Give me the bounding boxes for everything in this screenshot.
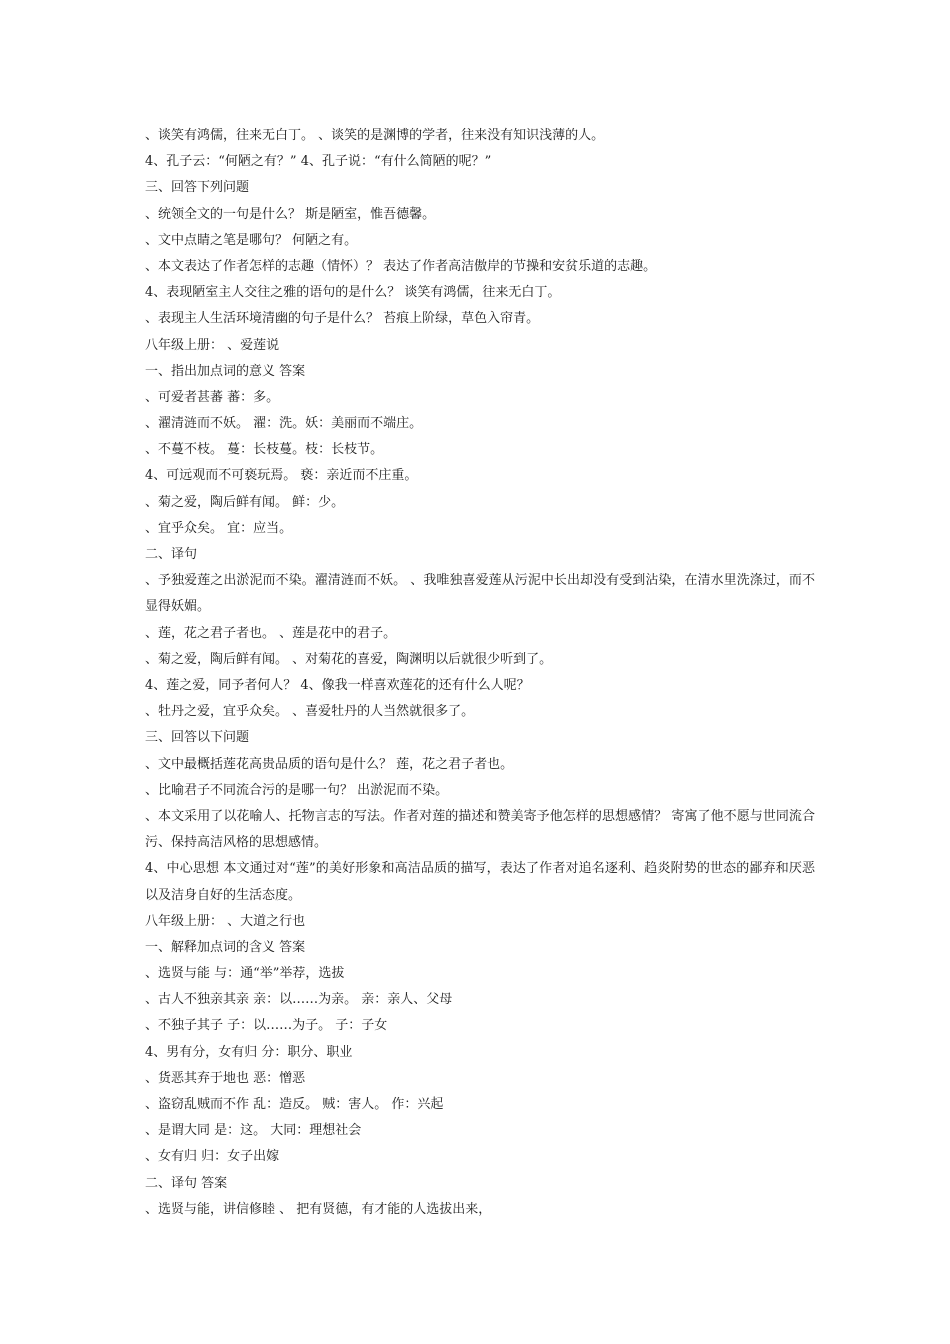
text-line: 、选贤与能 与：通“举”举荐，选拔 <box>145 966 345 982</box>
text-line: 、是谓大同 是：这。 大同：理想社会 <box>145 1123 362 1139</box>
text-line: 、文中最概括莲花高贵品质的语句是什么？ 莲，花之君子者也。 <box>145 756 514 772</box>
text-line: 、选贤与能，讲信修睦 、 把有贤德，有才能的人选拔出来， <box>145 1201 492 1217</box>
text-line: 、统领全文的一句是什么？ 斯是陋室，惟吾德馨。 <box>145 206 436 222</box>
text-line: 4、中心思想 本文通过对“莲”的美好形象和高洁品质的描写，表达了作者对追名逐利、趋炎附势的世态的鄙弃和厌恶以及洁身自好的生活态度。 <box>145 861 815 903</box>
text-line: 二、译句 <box>145 547 198 562</box>
text-line: 、谈笑有鸿儒，往来无白丁。 、谈笑的是渊博的学者，往来没有知识浅薄的人。 <box>145 128 605 143</box>
text-line: 4、男有分，女有归 分：职分、职业 <box>145 1044 353 1060</box>
text-line: 4、孔子云：“何陋之有？” 4、孔子说：“有什么简陋的呢？” <box>145 154 492 170</box>
text-line: 、本文采用了以花喻人、托物言志的写法。作者对莲的描述和赞美寄予他怎样的思想感情？ 寄寓了他不愿与世同流合污、保持高洁风格的思想感情。 <box>145 808 815 851</box>
text-line: 、货恶其弃于地也 恶：憎恶 <box>145 1070 306 1086</box>
text-line: 八年级上册： 、大道之行也 <box>145 913 306 929</box>
document-body <box>145 123 815 1223</box>
text-line: 八年级上册： 、爱莲说 <box>145 337 280 353</box>
text-line: 、女有归 归：女子出嫁 <box>145 1149 280 1165</box>
text-line: 、表现主人生活环境清幽的句子是什么？ 苔痕上阶绿，草色入帘青。 <box>145 311 540 327</box>
text-line: 、比喻君子不同流合污的是哪一句？ 出淤泥而不染。 <box>145 782 449 798</box>
text-line: 、盗窃乱贼而不作 乱：造反。 贼：害人。 作：兴起 <box>145 1097 444 1113</box>
text-line: 三、回答下列问题 <box>145 180 250 196</box>
text-line: 、可爱者甚蕃 蕃：多。 <box>145 389 280 405</box>
text-line: 4、表现陋室主人交往之雅的语句的是什么？ 谈笑有鸿儒，往来无白丁。 <box>145 285 561 301</box>
text-line: 、不蔓不枝。 蔓：长枝蔓。枝：长枝节。 <box>145 442 384 458</box>
text-line: 三、回答以下问题 <box>145 730 250 746</box>
text-line: 、文中点睛之笔是哪句？ 何陋之有。 <box>145 232 358 248</box>
text-line: 4、可远观而不可亵玩焉。 亵：亲近而不庄重。 <box>145 468 418 484</box>
text-line: 一、指出加点词的意义 答案 <box>145 363 306 379</box>
text-line: 、不独子其子 子：以……为子。 子：子女 <box>145 1018 388 1034</box>
text-line: 、莲，花之君子者也。 、莲是花中的君子。 <box>145 625 397 641</box>
text-line: 、本文表达了作者怎样的志趣（情怀）？ 表达了作者高洁傲岸的节操和安贫乐道的志趣。 <box>145 258 657 274</box>
text-line: 、濯清涟而不妖。 濯：洗。妖：美丽而不端庄。 <box>145 416 423 432</box>
text-line: 二、译句 答案 <box>145 1175 228 1191</box>
text-line: 一、解释加点词的含义 答案 <box>145 939 306 955</box>
text-line: 、宜乎众矣。 宜：应当。 <box>145 520 293 536</box>
text-line: 4、莲之爱，同予者何人？ 4、像我一样喜欢莲花的还有什么人呢？ <box>145 677 530 693</box>
text-line: 、古人不独亲其亲 亲：以……为亲。 亲：亲人、父母 <box>145 992 453 1008</box>
text-line: 、菊之爱，陶后鲜有闻。 鲜：少。 <box>145 494 345 510</box>
text-line: 、予独爱莲之出淤泥而不染。濯清涟而不妖。 、我唯独喜爱莲从污泥中长出却没有受到沾染，在清水里洗涤过，而不显得妖媚。 <box>145 573 815 615</box>
text-line: 、菊之爱，陶后鲜有闻。 、对菊花的喜爱，陶渊明以后就很少听到了。 <box>145 651 553 667</box>
text-line: 、牡丹之爱，宜乎众矣。 、喜爱牡丹的人当然就很多了。 <box>145 704 475 720</box>
